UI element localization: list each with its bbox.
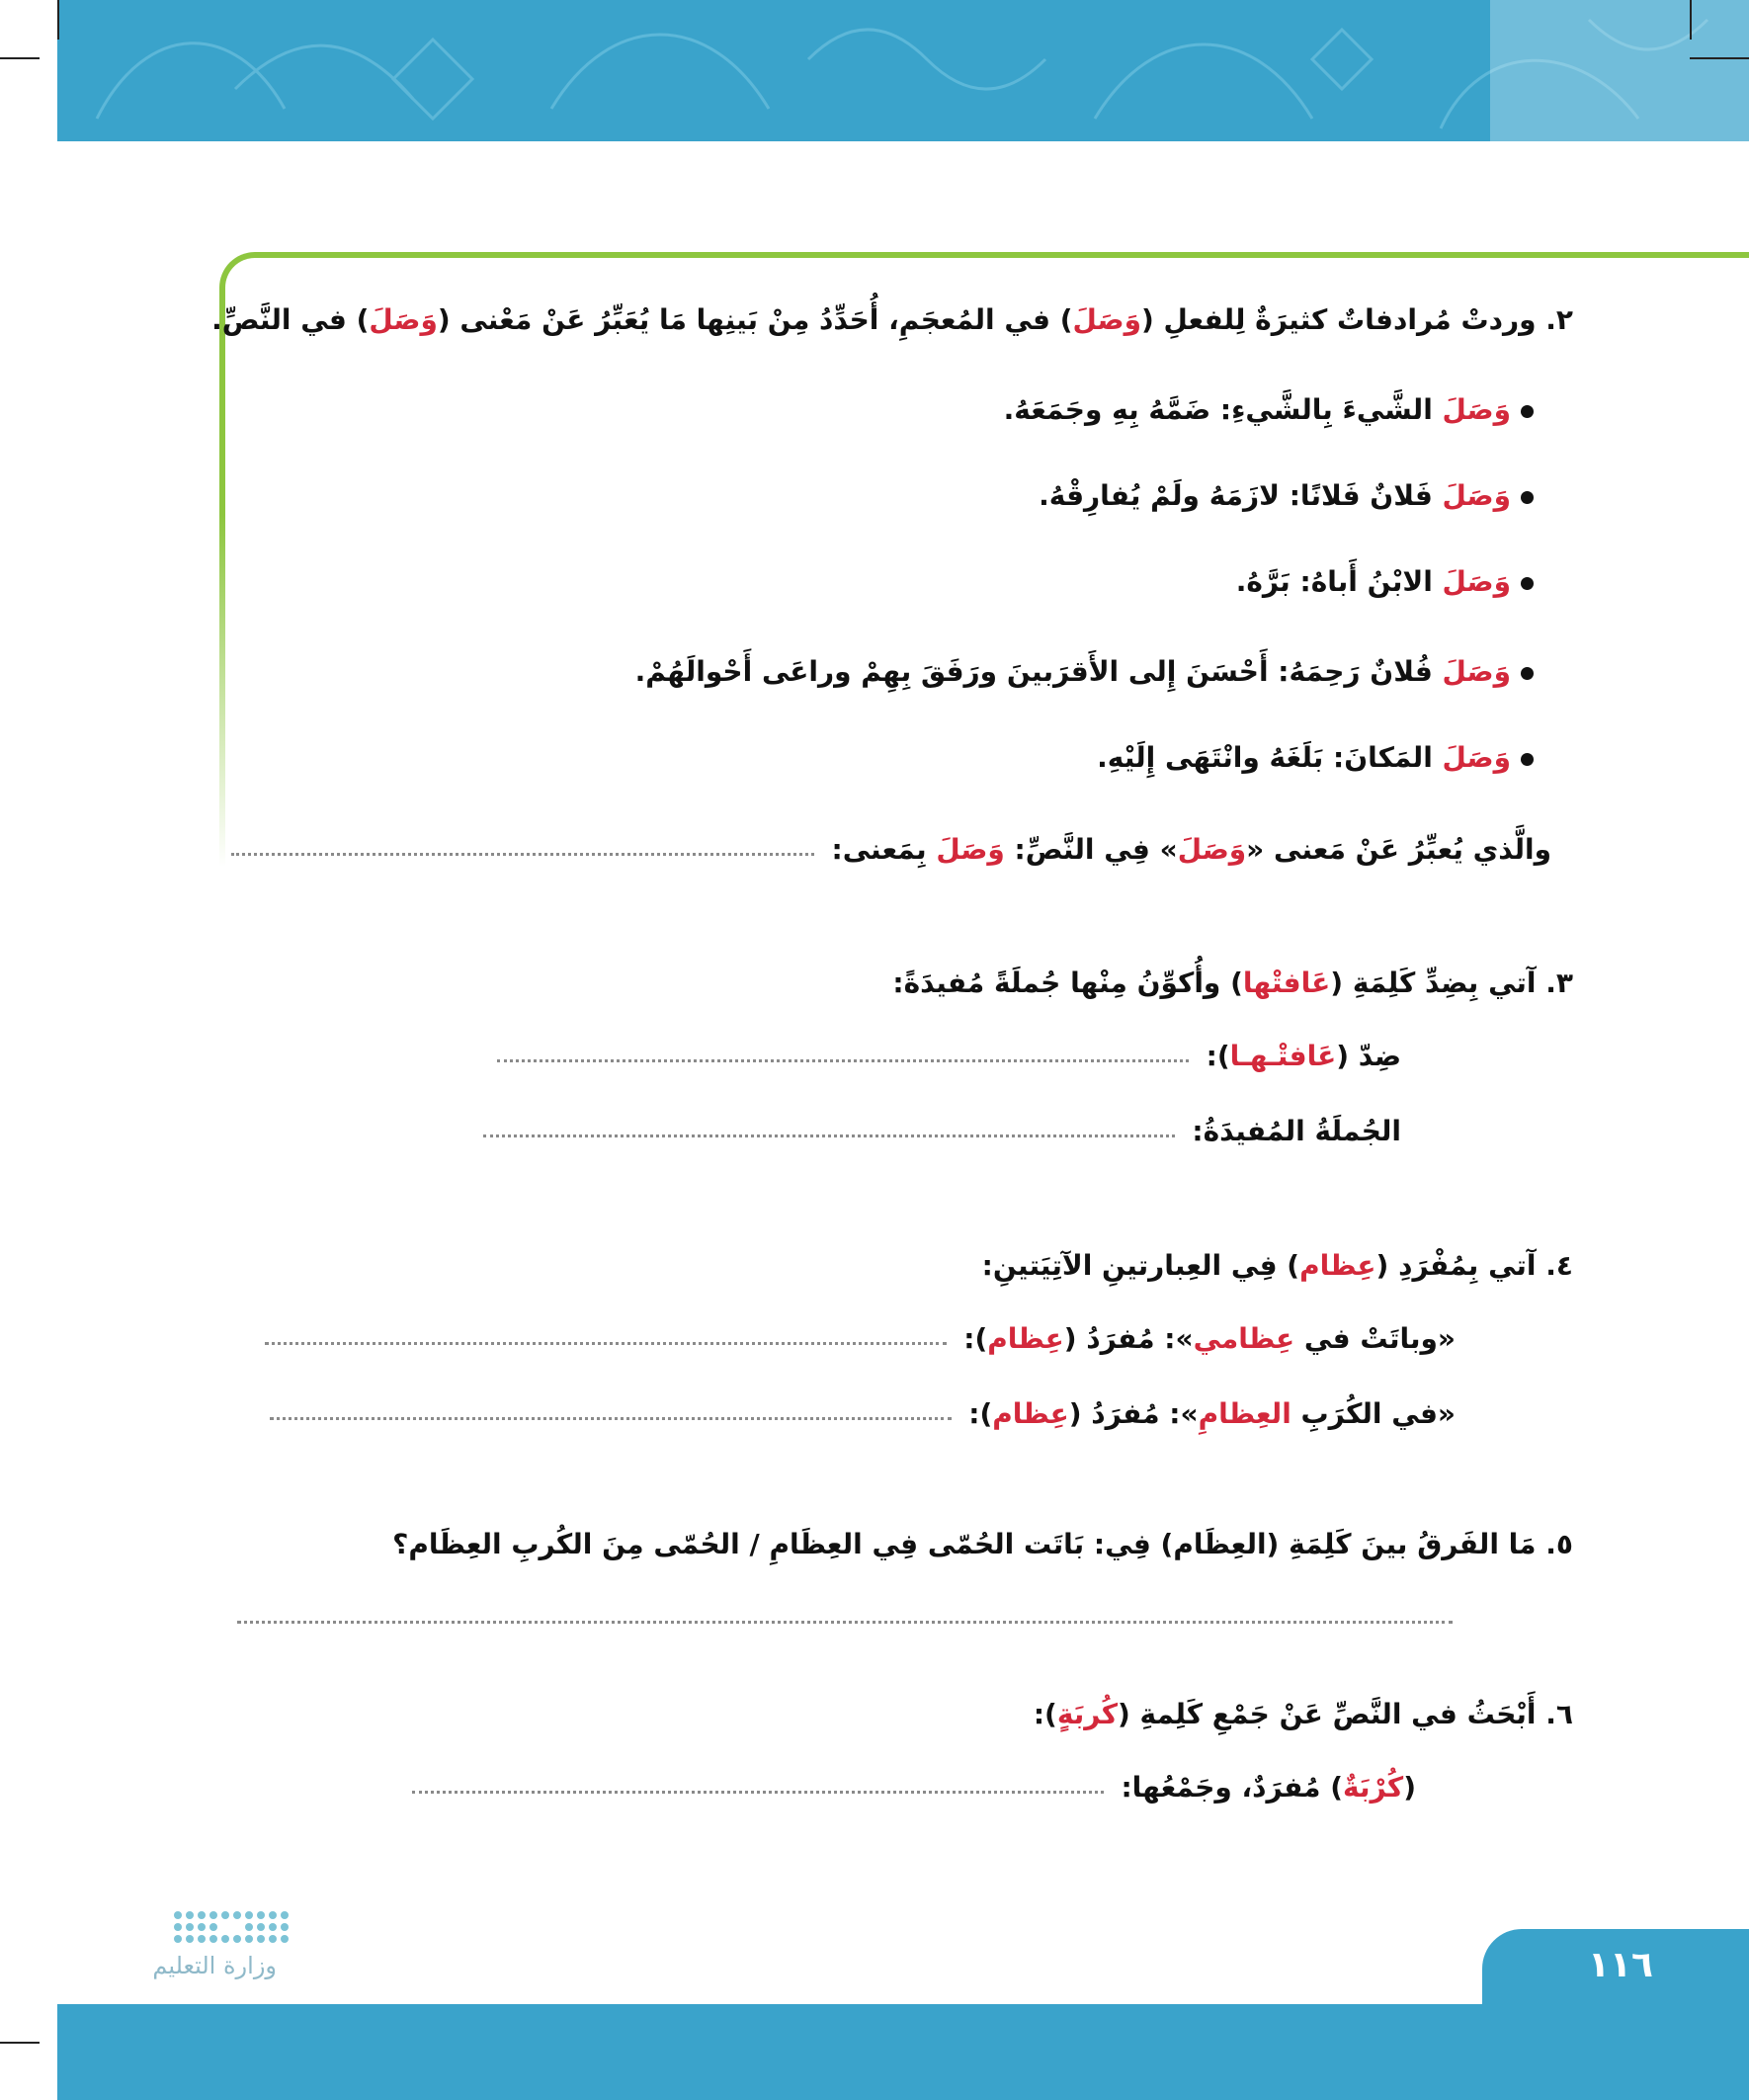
bullet-icon [1521, 753, 1534, 766]
crop-mark [0, 57, 40, 59]
bullet-icon [1521, 405, 1534, 418]
q4-number: ٤. [1545, 1249, 1573, 1282]
q6-line1: (كُرْبَةٌ) مُفرَدٌ، وجَمْعُها: [412, 1771, 1416, 1805]
q2-number: ٢. [1545, 303, 1573, 336]
answer-blank[interactable] [497, 1053, 1189, 1062]
q3-number: ٣. [1545, 966, 1573, 999]
q4-line1: «وباتَتْ في عِظامي»: مُفرَدُ (عِظام): [265, 1322, 1456, 1356]
page-number: ١١٦ [1588, 1945, 1653, 1985]
answer-blank[interactable] [231, 847, 814, 856]
section-frame-fade [219, 514, 231, 929]
answer-blank[interactable] [412, 1785, 1104, 1794]
q3-line2: الجُملَةُ المُفيدَةُ: [483, 1115, 1401, 1148]
highlight-word: عِظام [1299, 1249, 1376, 1282]
bullet-icon [1521, 667, 1534, 680]
q2-item: وَصَلَ الابْنُ أَباهُ: بَرَّهُ. [1236, 565, 1534, 599]
header-band [57, 0, 1749, 141]
q2-item: وَصَلَ فَلانٌ فَلانًا: لازَمَهُ ولَمْ يُفارِقْهُ. [1039, 479, 1534, 513]
answer-blank[interactable] [237, 1621, 1453, 1624]
q6-number: ٦. [1545, 1698, 1573, 1730]
q3-prompt: ٣. آتي بِضِدِّ كَلِمَةِ (عَافتْها) وأُكوِّنُ مِنْها جُملَةً مُفيدَةً: [892, 966, 1573, 999]
crop-mark [1690, 57, 1749, 59]
footer-band [57, 2004, 1749, 2100]
answer-blank[interactable] [483, 1129, 1175, 1137]
highlight-word: وَصَلَ [369, 303, 438, 336]
header-pattern [57, 0, 1749, 141]
q5-number: ٥. [1545, 1528, 1573, 1560]
q3-line1: ضِدّ (عَافتْـهـا): [497, 1040, 1401, 1073]
q2-item: وَصَلَ المَكانَ: بَلَغَهُ وانْتَهَى إِلَيْهِ. [1097, 741, 1534, 775]
crop-mark [1690, 0, 1692, 40]
highlight-word: كُربَةٍ [1056, 1698, 1119, 1730]
q2-answer-line: والَّذي يُعبِّرُ عَنْ مَعنى «وَصَلَ» فِي النَّصِّ: وَصَلَ بِمَعنى: [231, 833, 1551, 867]
answer-blank[interactable] [270, 1411, 952, 1420]
highlight-word: وَصَلَ [1072, 303, 1141, 336]
answer-blank[interactable] [265, 1336, 947, 1345]
crop-mark [0, 2042, 40, 2044]
q4-prompt: ٤. آتي بِمُفْرَدِ (عِظام) فِي العِبارتينِ الآتِيَتينِ: [981, 1249, 1573, 1282]
q2-prompt: ٢. وردتْ مُرادفاتٌ كثيرَةٌ لِلفعلِ (وَصَلَ) في المُعجَمِ، أُحَدِّدُ مِنْ بَينِها مَا يُعَبِّرُ عَنْ مَعْنى (وَصَلَ) في النَّصِّ. [211, 303, 1573, 336]
highlight-word: عَافتْها [1242, 966, 1331, 999]
q2-item: وَصَلَ فُلانٌ رَحِمَهُ: أَحْسَنَ إِلى الأَقرَبينَ ورَفَقَ بِهِمْ وراعَى أَحْوالَهُمْ. [635, 655, 1534, 689]
q6-prompt: ٦. أَبْحَثُ في النَّصِّ عَنْ جَمْعِ كَلِمةِ (كُربَةٍ): [1033, 1698, 1573, 1730]
crop-mark [57, 0, 59, 40]
q5-prompt: ٥. مَا الفَرقُ بينَ كَلِمَةِ (العِظَام) فِي: بَاتَت الحُمّى فِي العِظَامِ / الحُمّى مِنَ الكُربِ العِظَام؟ [392, 1528, 1573, 1560]
bullet-icon [1521, 491, 1534, 504]
q4-line2: «في الكُرَبِ العِظامِ»: مُفرَدُ (عِظام): [270, 1397, 1456, 1431]
bullet-icon [1521, 577, 1534, 590]
ministry-name: وزارة التعليم [152, 1952, 277, 1979]
q2-item: وَصَلَ الشَّيءَ بِالشَّيءِ: ضَمَّهُ بِهِ وجَمَعَهُ. [1004, 393, 1534, 427]
